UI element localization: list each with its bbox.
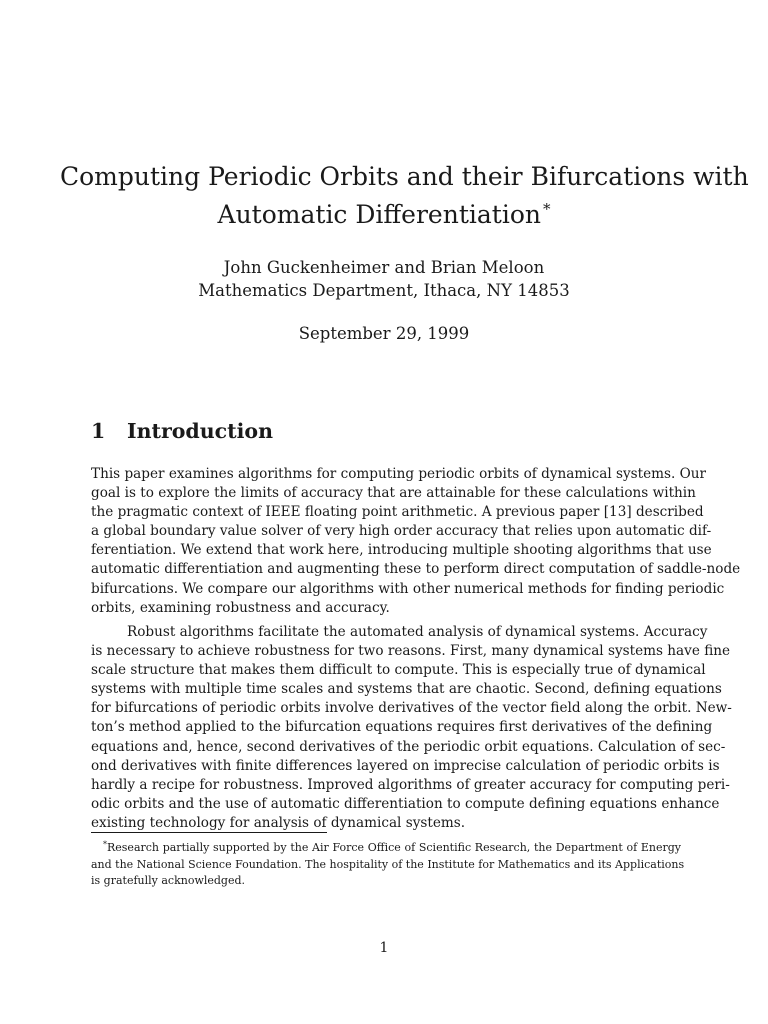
paragraph-1-line: goal is to explore the limits of accuracy that are attainable for these calculations within (91, 485, 696, 502)
affiliation: Mathematics Department, Ithaca, NY 14853 (198, 281, 570, 300)
paragraph-1-line: bifurcations. We compare our algorithms with other numerical methods for finding periodic (91, 580, 725, 597)
footnote-line: is gratefully acknowledged. (91, 874, 246, 887)
title-line-2 (60, 193, 708, 231)
paragraph-1-line: automatic differentiation and augmenting these to perform direct computation of saddle-node (91, 561, 741, 578)
paragraph-1-line: the pragmatic context of IEEE floating point arithmetic. A previous paper [13] described (91, 504, 704, 521)
paragraph-2-line: is necessary to achieve robustness for two reasons. First, many dynamical systems have fine (91, 643, 731, 660)
paragraph-2-line: odic orbits and the use of automatic differentiation to compute defining equations enhance (91, 795, 720, 812)
paragraph-1 (91, 465, 741, 618)
title-footnote-mark: * (542, 200, 551, 218)
authors: John Guckenheimer and Brian Meloon (223, 258, 545, 277)
footnote-line: and the National Science Foundation. The hospitality of the Institute for Mathematics and its Applications (91, 857, 685, 871)
author-block (60, 256, 708, 302)
paragraph-2 (91, 623, 732, 833)
page-number: 1 (379, 940, 389, 956)
paragraph-2-line: equations and, hence, second derivatives of the periodic orbit equations. Calculation of sec- (91, 738, 726, 755)
section-heading (91, 417, 273, 445)
footnote (91, 837, 685, 890)
paragraph-2-line: existing technology for analysis of dynamical systems. (91, 814, 466, 831)
footnote-line (91, 837, 681, 857)
publication-date: September 29, 1999 (298, 324, 470, 343)
section-title: Introduction (127, 419, 273, 443)
paragraph-1-line: ferentiation. We extend that work here, introducing multiple shooting algorithms that use (91, 542, 712, 559)
title-line-1: Computing Periodic Orbits and their Bifurcations with (60, 162, 749, 191)
footnote-rule (91, 832, 327, 833)
paragraph-2-line: ond derivatives with finite differences layered on imprecise calculation of periodic orbits is (91, 757, 720, 774)
title-line-2-text: Automatic Differentiation (217, 200, 541, 229)
section-number: 1 (91, 419, 106, 443)
paragraph-1-line: This paper examines algorithms for computing periodic orbits of dynamical systems. Our (91, 466, 707, 482)
paragraph-1-line: a global boundary value solver of very high order accuracy that relies upon automatic dif- (91, 523, 712, 540)
paper-title (60, 160, 749, 231)
footnote-line-text: Research partially supported by the Air Force Office of Scientific Research, the Department of Energy (107, 841, 681, 854)
paragraph-2-line: Robust algorithms facilitate the automated analysis of dynamical systems. Accuracy (127, 624, 708, 640)
paragraph-2-line: for bifurcations of periodic orbits involve derivatives of the vector field along the orbit. New- (91, 700, 732, 717)
paragraph-2-line: scale structure that makes them difficult to compute. This is especially true of dynamical (91, 662, 706, 679)
footnote-mark: * (103, 840, 107, 849)
paragraph-2-line: systems with multiple time scales and systems that are chaotic. Second, defining equations (91, 681, 722, 698)
paragraph-2-line: ton’s method applied to the bifurcation equations requires first derivatives of the defining (91, 719, 713, 736)
paragraph-2-line: hardly a recipe for robustness. Improved algorithms of greater accuracy for computing peri- (91, 776, 730, 793)
paragraph-1-line: orbits, examining robustness and accuracy. (91, 599, 390, 616)
